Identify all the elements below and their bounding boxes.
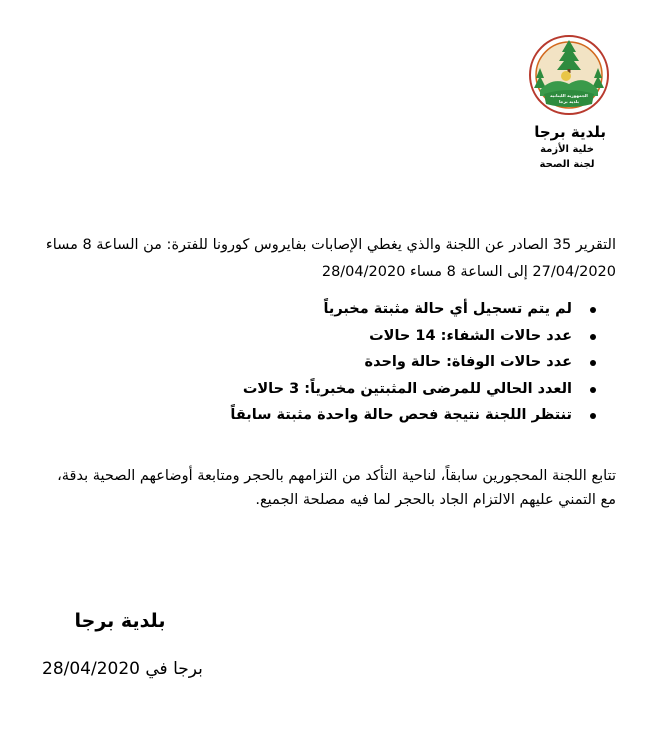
follow-up-paragraph: تتابع اللجنة المحجورين سابقاً، لناحية التأكد من التزامهم بالحجر ومتابعة أوضاعهم الصحية بدقة، مع التمني عليهم الالتزام الجاد بالحجر لما فيه مصلحة الجميع. [57,468,616,508]
signature: بلدية برجا [74,610,166,632]
bullet-no-new-cases: لم يتم تسجيل أي حالة مثبتة مخبرياً [100,296,600,323]
bullet-pending-test: تنتظر اللجنة نتيجة فحص حالة واحدة مثبتة سابقاً [100,402,600,429]
letterhead [480,122,606,172]
svg-text:الجمهورية اللبنانية: الجمهورية اللبنانية [550,93,588,98]
date-line: برجا في 28/04/2020 [42,659,203,679]
bullet-active-cases: العدد الحالي للمرضى المثبتين مخبرياً: 3 حالات [100,376,600,403]
report-bullet-list [100,296,600,429]
bullet-deaths: عدد حالات الوفاة: حالة واحدة [100,349,600,376]
bullet-recoveries: عدد حالات الشفاء: 14 حالات [100,323,600,350]
report-intro: التقرير 35 الصادر عن اللجنة والذي يغطي الإصابات بفايروس كورونا للفترة: من الساعة 8 مساء 27/04/2020 إلى الساعة 8 مساء 28/04/2020 [45,237,616,280]
municipality-logo [528,34,610,116]
municipality-title: بلدية برجا [534,123,606,141]
health-committee-label: لجنة الصحة [539,159,595,170]
crisis-cell-label: خلية الأزمة [540,144,594,155]
svg-text:بلدية برجا: بلدية برجا [558,99,580,104]
